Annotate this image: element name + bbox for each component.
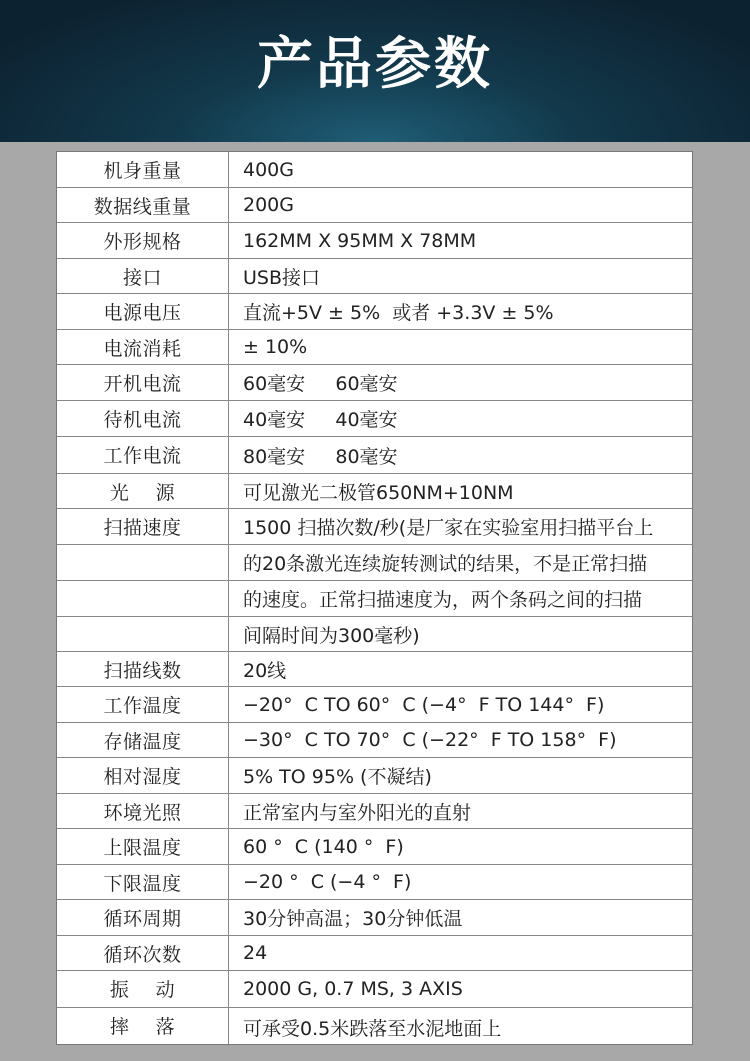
spec-label: 电源电压	[103, 301, 182, 324]
spec-row	[57, 259, 692, 294]
spec-value: USB接口	[243, 266, 321, 289]
spec-row	[57, 936, 692, 971]
spec-value: 5% TO 95% (不凝结)	[243, 766, 432, 788]
spec-label: 循环周期	[103, 907, 182, 930]
spec-value-line: 1500 扫描次数/秒(是厂家在实验室用扫描平台上	[243, 517, 654, 539]
spec-row	[57, 330, 692, 365]
spec-label: 机身重量	[103, 159, 182, 182]
spec-row	[57, 794, 692, 829]
spec-label: 扫描线数	[103, 659, 182, 682]
spec-value: 400G	[243, 158, 294, 181]
spec-value-line: 间隔时间为300毫秒)	[243, 625, 420, 647]
spec-value: 30分钟高温；30分钟低温	[243, 908, 463, 930]
spec-label: 外形规格	[103, 230, 182, 253]
spec-label: 工作电流	[103, 444, 182, 467]
spec-row	[57, 294, 692, 330]
spec-value: −30° C TO 70° C (−22° F TO 158° F)	[243, 729, 617, 751]
spec-label: 下限温度	[103, 872, 182, 895]
spec-label: 光 源	[109, 481, 176, 504]
spec-label: 摔 落	[109, 1015, 176, 1038]
spec-value: 可承受0.5米跌落至水泥地面上	[243, 1017, 502, 1040]
spec-row	[57, 829, 692, 865]
spec-row	[57, 971, 692, 1008]
spec-value: 60 ° C (140 ° F)	[243, 835, 404, 858]
spec-label: 开机电流	[103, 372, 182, 395]
spec-value: 可见激光二极管650NM+10NM	[243, 481, 514, 504]
spec-row	[57, 188, 692, 223]
spec-value: 40毫安 40毫安	[243, 409, 398, 431]
spec-value-line: 的20条激光连续旋转测试的结果，不是正常扫描	[243, 553, 648, 575]
row-divider	[57, 544, 692, 545]
spec-label: 工作温度	[103, 694, 182, 717]
row-divider	[57, 616, 692, 617]
spec-label: 环境光照	[103, 801, 182, 824]
spec-value: 24	[243, 942, 268, 964]
spec-label: 相对湿度	[103, 765, 182, 788]
spec-label: 待机电流	[103, 408, 182, 431]
spec-row	[57, 865, 692, 900]
spec-value: −20° C TO 60° C (−4° F TO 144° F)	[243, 693, 605, 716]
row-divider	[57, 580, 692, 581]
spec-row	[57, 509, 692, 652]
spec-row	[57, 223, 692, 259]
spec-value: 正常室内与室外阳光的直射	[243, 801, 472, 824]
spec-row	[57, 652, 692, 687]
spec-row	[57, 474, 692, 509]
page-title: 产品参数	[257, 32, 493, 97]
spec-table	[56, 151, 693, 1045]
spec-value: 2000 G, 0.7 MS, 3 AXIS	[243, 978, 463, 1000]
spec-label: 扫描速度	[103, 516, 182, 539]
spec-row	[57, 758, 692, 794]
spec-row	[57, 723, 692, 758]
page-header	[0, 0, 750, 142]
spec-value: 162MM X 95MM X 78MM	[243, 229, 477, 252]
spec-value: 20线	[243, 659, 287, 682]
spec-row	[57, 365, 692, 401]
spec-label: 上限温度	[103, 836, 182, 859]
spec-label: 数据线重量	[93, 195, 192, 218]
spec-label: 电流消耗	[103, 337, 182, 360]
spec-value: 200G	[243, 194, 294, 216]
spec-value: 直流+5V ± 5% 或者 +3.3V ± 5%	[243, 302, 554, 324]
spec-label: 振 动	[109, 978, 176, 1001]
spec-row	[57, 437, 692, 474]
spec-row	[57, 401, 692, 437]
spec-value: ± 10%	[243, 336, 308, 358]
spec-label: 循环次数	[103, 943, 182, 966]
spec-value: 60毫安 60毫安	[243, 373, 398, 395]
spec-value-line: 的速度。正常扫描速度为，两个条码之间的扫描	[243, 589, 643, 611]
spec-row	[57, 687, 692, 723]
spec-row	[57, 1008, 692, 1046]
spec-row	[57, 152, 692, 188]
spec-value: 80毫安 80毫安	[243, 445, 398, 468]
spec-row	[57, 900, 692, 936]
spec-label: 接口	[122, 266, 162, 289]
spec-label: 存储温度	[103, 730, 182, 753]
spec-value: −20 ° C (−4 ° F)	[243, 871, 412, 893]
